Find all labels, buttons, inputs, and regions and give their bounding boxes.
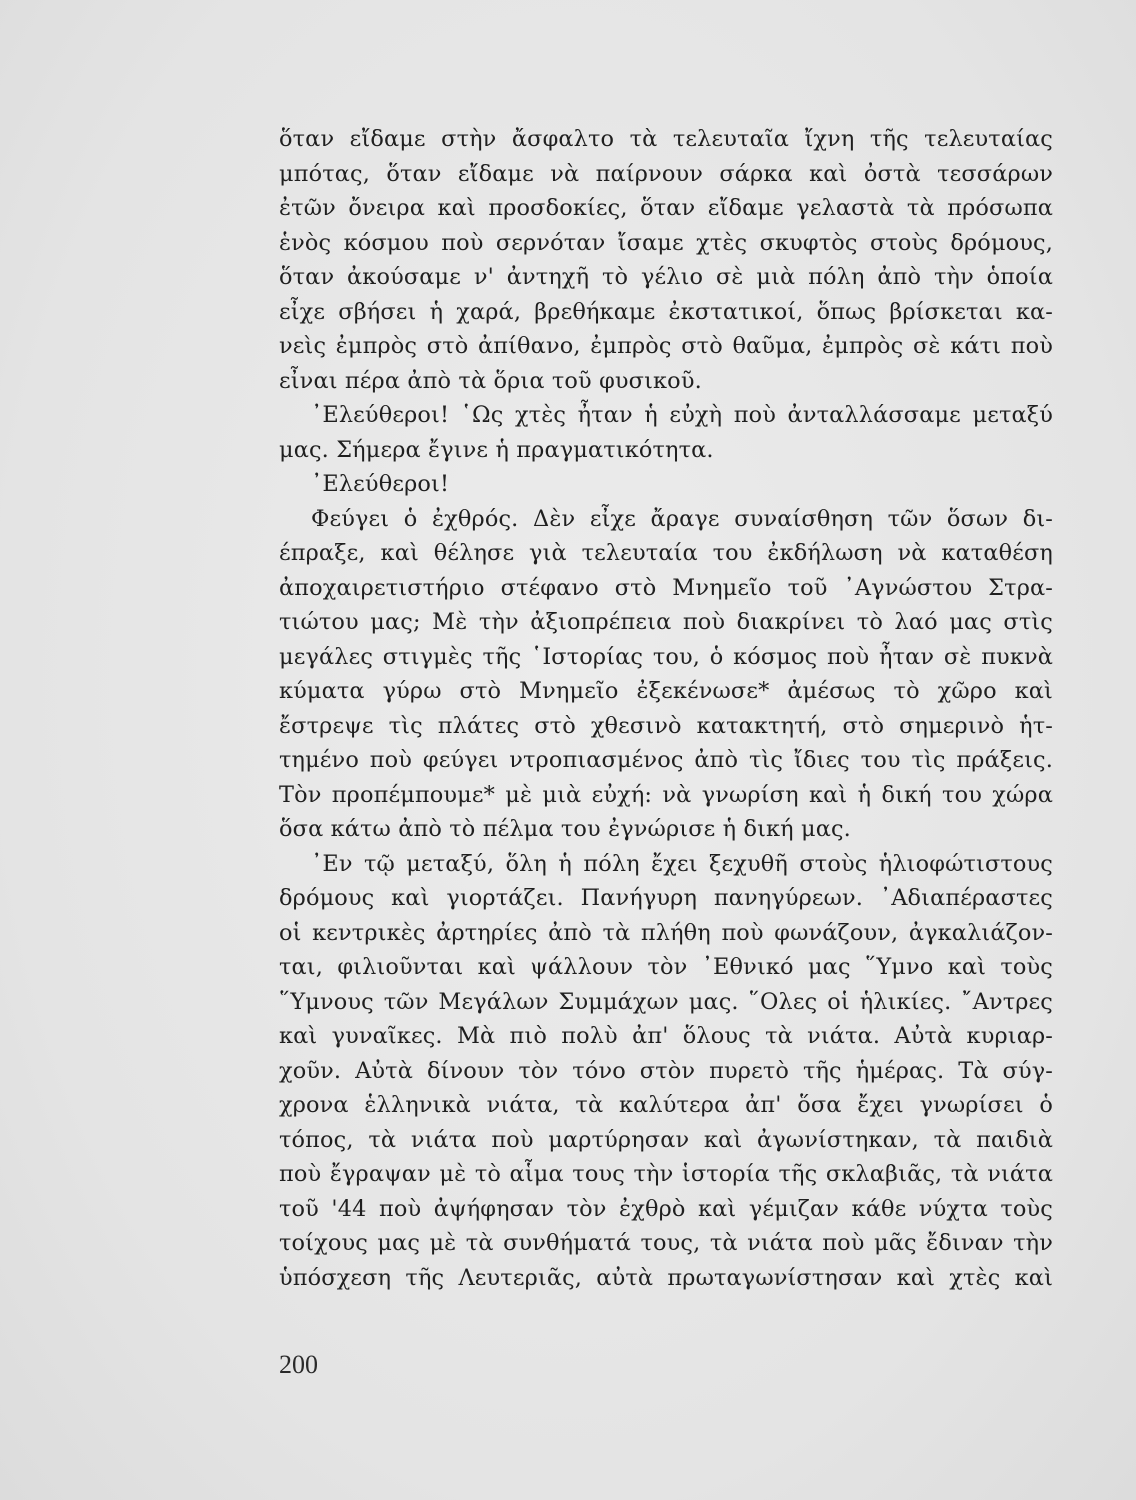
text-line: ποὺ ἔγραψαν μὲ τὸ αἷμα τους τὴν ἱστορία τῆς σκλαβιᾶς, τὰ νιάτα — [279, 1161, 1053, 1187]
text-line: ῞Υμνους τῶν Μεγάλων Συμμάχων μας. ῞Ολες οἱ ἡλικίες. ῎Αντρες — [279, 988, 1053, 1015]
text-line: έπραξε, καὶ θέλησε γιὰ τελευταία του ἐκδήλωση νὰ καταθέση — [279, 540, 1053, 566]
text-line: ὅταν ἀκούσαμε ν' ἀντηχῆ τὸ γέλιο σὲ μιὰ πόλη ἀπὸ τὴν ὁποία — [279, 264, 1053, 290]
text-line: μπότας, ὅταν εἴδαμε νὰ παίρνουν σάρκα καὶ ὀστὰ τεσσάρων — [279, 160, 1053, 187]
page-number: 200 — [279, 1350, 318, 1379]
text-line: ἑνὸς κόσμου ποὺ σερνόταν ἴσαμε χτὲς σκυφτὸς στοὺς δρόμους, — [279, 229, 1053, 256]
text-line: κύματα γύρω στὸ Μνημεῖο ἐξεκένωσε* ἀμέσως τὸ χῶρο καὶ — [279, 678, 1053, 704]
text-line: ὑπόσχεση τῆς Λευτεριᾶς, αὐτὰ πρωταγωνίστησαν καὶ χτὲς καὶ — [279, 1264, 1053, 1291]
text-line: ᾿Ελεύθεροι! — [311, 471, 450, 497]
text-line: τοίχους μας μὲ τὰ συνθήματά τους, τὰ νιάτα ποὺ μᾶς ἔδιναν τὴν — [279, 1230, 1053, 1256]
text-line: ὅταν εἴδαμε στὴν ἄσφαλτο τὰ τελευταῖα ἴχνη τῆς τελευταίας — [279, 126, 1053, 152]
text-line: τημένο ποὺ φεύγει ντροπιασμένος ἀπὸ τὶς ἴδιες του τὶς πράξεις. — [279, 747, 1053, 773]
text-line: ἐτῶν ὄνειρα καὶ προσδοκίες, ὅταν εἴδαμε γελαστὰ τὰ πρόσωπα — [279, 195, 1053, 221]
text-line: ται, φιλιοῦνται καὶ ψάλλουν τὸν ᾿Εθνικό μας ῞Υμνο καὶ τοὺς — [279, 954, 1053, 980]
text-line: ᾿Εν τῷ μεταξύ, ὅλη ἡ πόλη ἔχει ξεχυθῆ στοὺς ἡλιοφώτιστους — [311, 850, 1053, 877]
text-line: ἔστρεψε τὶς πλάτες στὸ χθεσινὸ κατακτητή, στὸ σημερινὸ ἡτ- — [279, 712, 1053, 739]
body-text — [279, 122, 1053, 1295]
text-line: ὅσα κάτω ἀπὸ τὸ πέλμα του ἐγνώρισε ἡ δική μας. — [279, 816, 851, 842]
text-line: Φεύγει ὁ ἐχθρός. Δὲν εἶχε ἄραγε συναίσθηση τῶν ὅσων δι- — [311, 505, 1053, 532]
text-line: εἶχε σβήσει ἡ χαρά, βρεθήκαμε ἐκστατικοί, ὅπως βρίσκεται κα- — [279, 298, 1053, 325]
text-line: ἀποχαιρετιστήριο στέφανο στὸ Μνημεῖο τοῦ ᾿Αγνώστου Στρα- — [279, 574, 1053, 601]
text-line: χρονα ἑλληνικὰ νιάτα, τὰ καλύτερα ἀπ' ὅσα ἔχει γνωρίσει ὁ — [279, 1092, 1053, 1118]
text-line: εἶναι πέρα ἀπὸ τὰ ὅρια τοῦ φυσικοῦ. — [279, 367, 702, 394]
text-line: τιώτου μας; Μὲ τὴν ἀξιοπρέπεια ποὺ διακρίνει τὸ λαό μας στὶς — [279, 609, 1053, 635]
text-line: τοῦ '44 ποὺ ἀψήφησαν τὸν ἐχθρὸ καὶ γέμιζαν κάθε νύχτα τοὺς — [279, 1195, 1053, 1222]
text-line: δρόμους καὶ γιορτάζει. Πανήγυρη πανηγύρεων. ᾿Αδιαπέραστες — [279, 885, 1053, 911]
text-line: Τὸν προπέμπουμε* μὲ μιὰ εὐχή: νὰ γνωρίση καὶ ἡ δική του χώρα — [279, 781, 1053, 808]
text-line: χοῦν. Αὐτὰ δίνουν τὸν τόνο στὸν πυρετὸ τῆς ἡμέρας. Τὰ σύγ- — [279, 1057, 1053, 1084]
text-line: τόπος, τὰ νιάτα ποὺ μαρτύρησαν καὶ ἀγωνίστηκαν, τὰ παιδιὰ — [279, 1126, 1053, 1153]
text-line: μεγάλες στιγμὲς τῆς ῾Ιστορίας του, ὁ κόσμος ποὺ ἦταν σὲ πυκνὰ — [279, 643, 1053, 670]
text-line: ᾿Ελεύθεροι! ῾Ως χτὲς ἦταν ἡ εὐχὴ ποὺ ἀνταλλάσσαμε μεταξύ — [311, 402, 1053, 428]
text-line: μας. Σήμερα ἔγινε ἡ πραγματικότητα. — [279, 436, 714, 463]
text-line: οἱ κεντρικὲς ἀρτηρίες ἀπὸ τὰ πλήθη ποὺ φωνάζουν, ἀγκαλιάζον- — [279, 919, 1053, 946]
text-line: καὶ γυναῖκες. Μὰ πιὸ πολὺ ἀπ' ὅλους τὰ νιάτα. Αὐτὰ κυριαρ- — [279, 1023, 1053, 1049]
text-line: νεὶς ἐμπρὸς στὸ ἀπίθανο, ἐμπρὸς στὸ θαῦμα, ἐμπρὸς σὲ κάτι ποὺ — [279, 333, 1053, 359]
